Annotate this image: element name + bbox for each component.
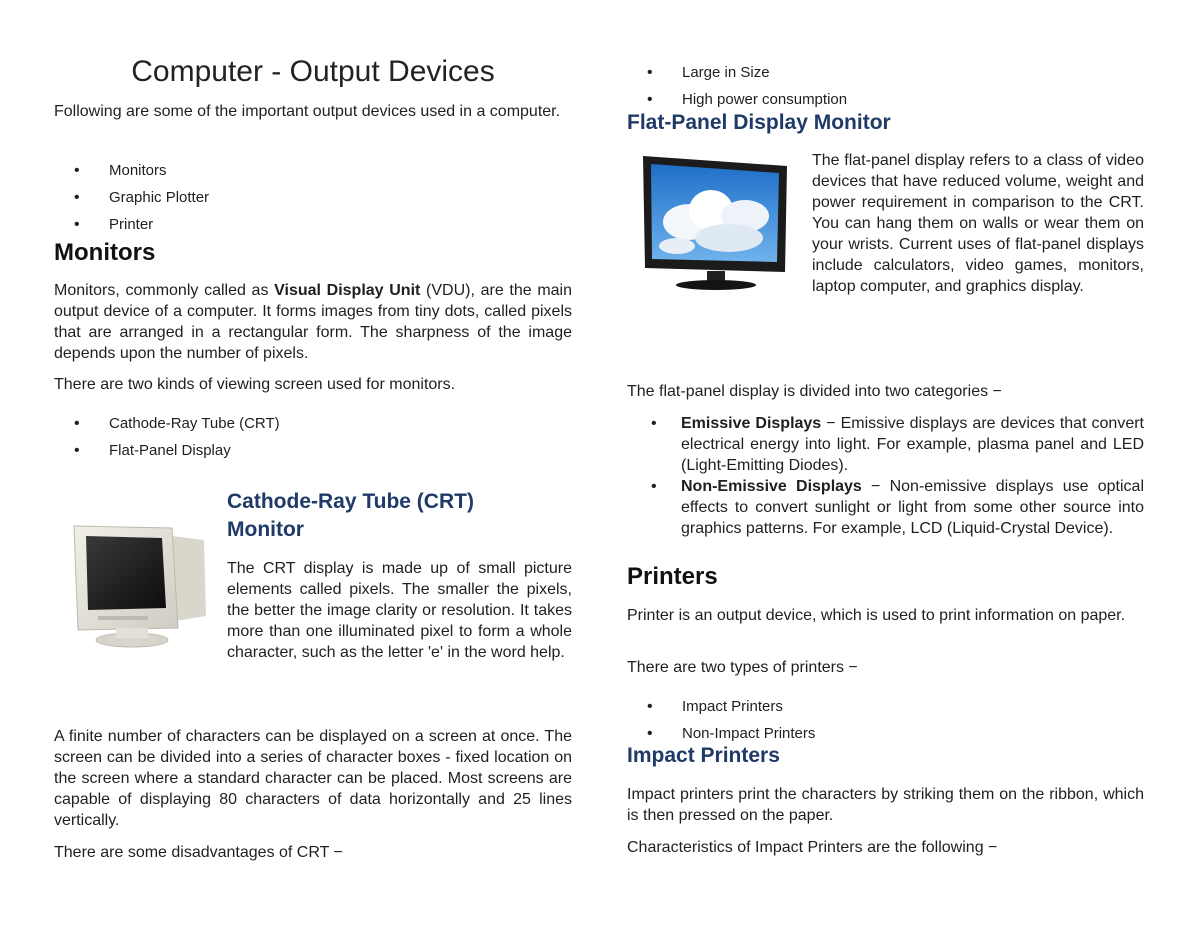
- list-item: • Flat-Panel Display: [54, 437, 572, 464]
- crt-section: [54, 488, 572, 668]
- categories-list: [627, 413, 1144, 539]
- intro-paragraph: Following are some of the important output devices used in a computer.: [54, 103, 561, 120]
- list-item: • Monitors: [54, 157, 572, 184]
- flat-panel-heading: Flat-Panel Display Monitor: [627, 111, 891, 134]
- category-term: Emissive Displays: [681, 415, 822, 432]
- monitors-text-pre: Monitors, commonly called as: [54, 282, 275, 299]
- kinds-intro: There are two kinds of viewing screen used for monitors.: [54, 376, 456, 393]
- crt-heading-line-2: Monitor: [227, 518, 304, 541]
- impact-printers-heading: Impact Printers: [627, 744, 780, 767]
- kinds-list: [54, 410, 572, 464]
- disadvantages-intro: There are some disadvantages of CRT −: [54, 844, 343, 861]
- devices-list: [54, 157, 572, 238]
- printer-types-list: [627, 693, 1144, 747]
- list-item: • Cathode-Ray Tube (CRT): [54, 410, 572, 437]
- list-item: • Graphic Plotter: [54, 184, 572, 211]
- list-item: • High power consumption: [627, 86, 1144, 113]
- finite-paragraph: A finite number of characters can be displayed on a screen at once. The screen can be divided into a series of character boxes - fixed location on the screen where a standard character can be placed. Most screens are capable of displaying 80 characters of data horizontally and 25 lines vertically.: [54, 728, 572, 829]
- list-item: • Large in Size: [627, 59, 1144, 86]
- category-desc: − Non-emissive displays use optical effects to convert sunlight or light from some other source into graphics patterns. For example, LCD (Liquid-Crystal Device).: [681, 478, 1144, 537]
- printers-paragraph: Printer is an output device, which is used to print information on paper.: [627, 607, 1126, 624]
- list-item: • Impact Printers: [627, 693, 1144, 720]
- list-item: [627, 476, 1144, 539]
- flat-panel-monitor-icon: [627, 150, 812, 320]
- category-desc: − Emissive displays are devices that convert electrical energy into light. For example, plasma panel and LED (Light-Emitting Diodes).: [681, 415, 1145, 474]
- impact-characteristics-intro: Characteristics of Impact Printers are the following −: [627, 839, 998, 856]
- list-item: • Printer: [54, 211, 572, 238]
- crt-paragraph: The CRT display is made up of small picture elements called pixels. The smaller the pixels, the better the image clarity or resolution. It takes more than one illuminated pixel to form a whole character, such as the letter 'e' in the word help.: [227, 560, 572, 661]
- vdu-term: Visual Display Unit: [274, 282, 421, 299]
- list-item: • Non-Impact Printers: [627, 720, 1144, 747]
- list-item: [627, 413, 1144, 476]
- page-title: Computer - Output Devices: [131, 55, 495, 88]
- flat-panel-section: [627, 150, 1144, 320]
- crt-monitor-icon: [54, 488, 227, 668]
- disadvantages-list: [627, 59, 1144, 113]
- category-term: Non-Emissive Displays: [681, 478, 862, 495]
- monitors-heading: Monitors: [54, 239, 156, 266]
- printer-types-intro: There are two types of printers −: [627, 659, 858, 676]
- printers-heading: Printers: [627, 563, 718, 590]
- monitors-paragraph: [54, 280, 572, 364]
- categories-intro: The flat-panel display is divided into two categories −: [627, 383, 1002, 400]
- impact-paragraph: Impact printers print the characters by striking them on the ribbon, which is then pressed on the paper.: [627, 786, 1144, 824]
- crt-heading-line-1: Cathode-Ray Tube (CRT): [227, 490, 474, 513]
- flat-panel-paragraph: The flat-panel display refers to a class of video devices that have reduced volume, weight and power requirement in comparison to the CRT. You can hang them on walls or wear them on your wrists. Current uses of flat-panel displays include calculators, video games, monitors, laptop computer, and graphics display.: [812, 152, 1144, 295]
- crt-heading: [227, 488, 572, 544]
- monitors-text-post: (VDU), are the main output device of a computer. It forms images from tiny dots, called pixels that are arranged in a rectangular form. The sharpness of the image depends upon the number of pixels.: [54, 282, 572, 362]
